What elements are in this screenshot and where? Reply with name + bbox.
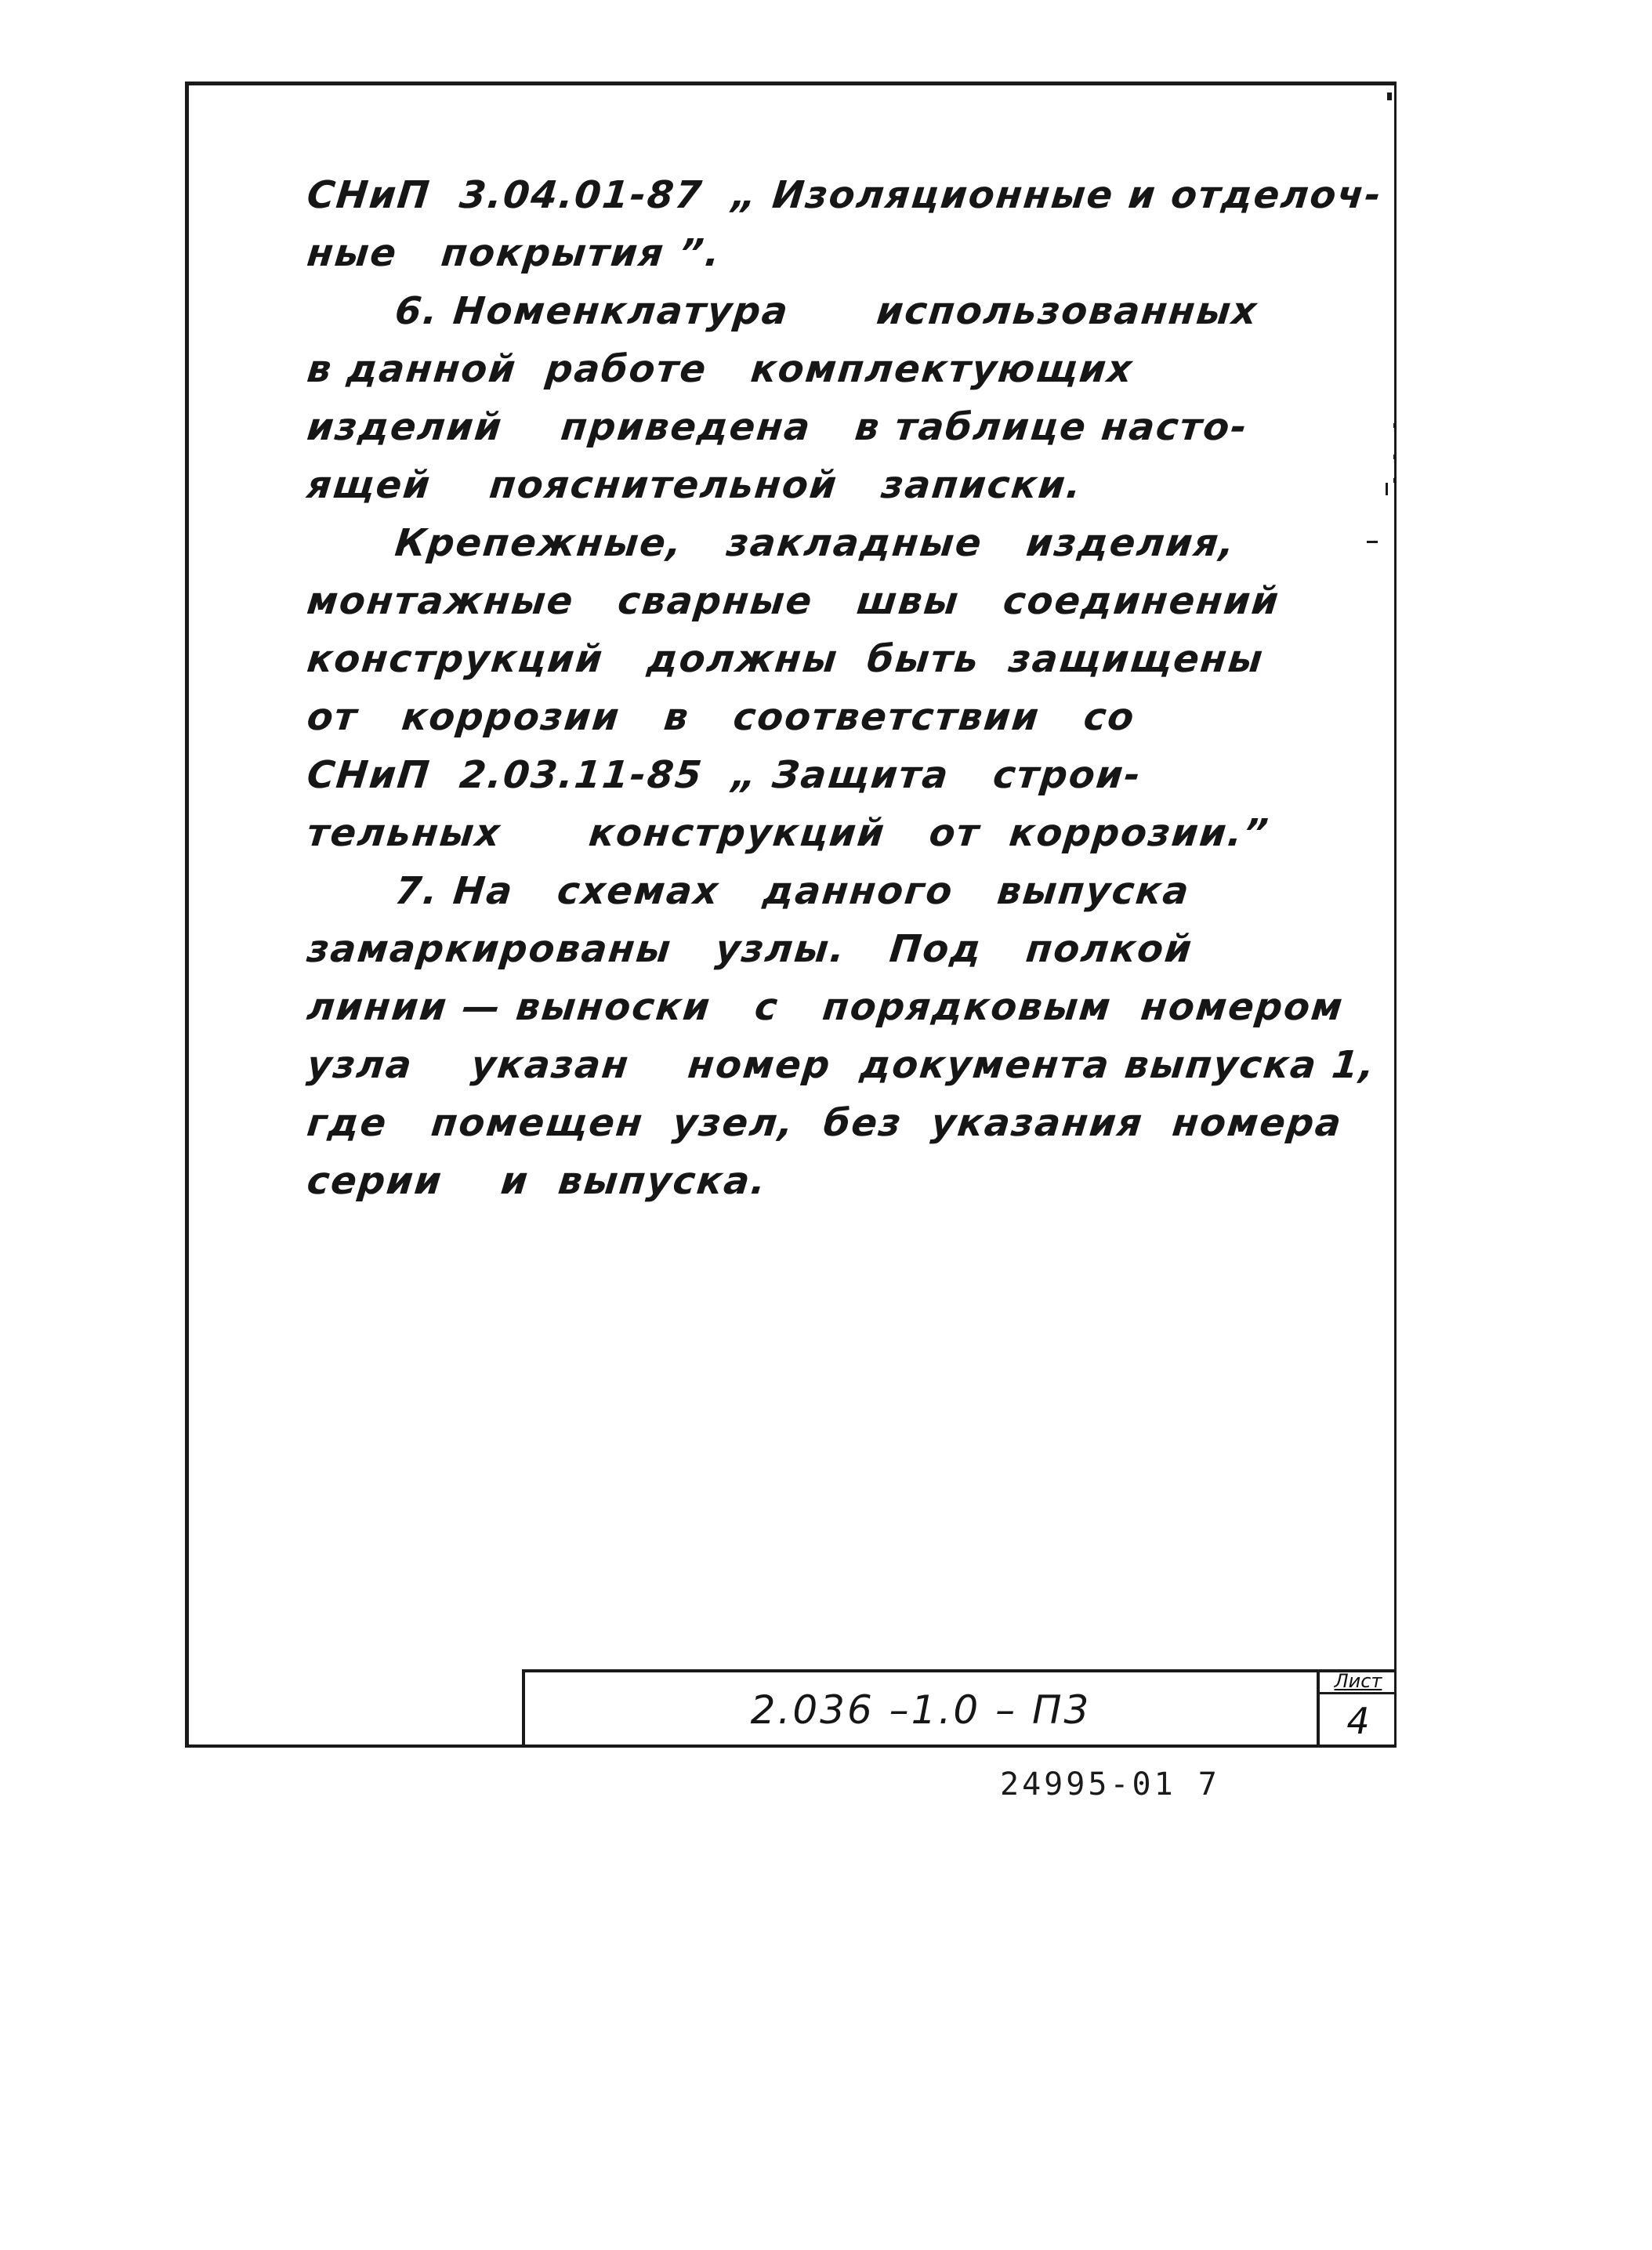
title-block bbox=[522, 1669, 1397, 1748]
explanatory-note-text bbox=[305, 166, 1385, 1210]
margin-tick bbox=[1367, 541, 1378, 543]
margin-tick bbox=[1393, 423, 1395, 428]
sheet-label: Лист bbox=[1320, 1669, 1397, 1694]
margin-tick bbox=[1393, 455, 1395, 459]
sheet-number: 4 bbox=[1346, 1700, 1370, 1742]
text-line: серии и выпуска. bbox=[305, 1159, 770, 1203]
text-line: узла указан номер документа выпуска 1, bbox=[305, 1043, 1378, 1087]
text-line: СНиП 3.04.01-87 „ Изоляционные и отделоч- bbox=[305, 173, 1385, 217]
margin-tick bbox=[1387, 92, 1392, 100]
text-line: от коррозии в соответствии со bbox=[305, 695, 1138, 739]
text-line: в данной работе комплектующих bbox=[305, 347, 1136, 391]
document-code: 2.036 –1.0 – П3 bbox=[750, 1687, 1092, 1733]
text-line: 7. На схемах данного выпуска bbox=[305, 869, 1193, 913]
text-line: где помещен узел, без указания номера bbox=[305, 1101, 1345, 1145]
text-line: конструкций должны быть защищены bbox=[305, 637, 1266, 681]
text-line: ящей пояснительной записки. bbox=[305, 463, 1085, 507]
text-line: монтажные сварные швы соединений bbox=[305, 579, 1282, 623]
margin-tick bbox=[1393, 478, 1395, 483]
text-line: Крепежные, закладные изделия, bbox=[305, 521, 1238, 565]
text-line: тельных конструкций от коррозии.” bbox=[305, 811, 1272, 855]
archive-number: 24995-01 7 bbox=[1000, 1766, 1220, 1803]
text-line: СНиП 2.03.11-85 „ Защита строи- bbox=[305, 753, 1144, 797]
text-line: изделий приведена в таблице насто- bbox=[305, 405, 1251, 449]
text-line: замаркированы узлы. Под полкой bbox=[305, 927, 1195, 971]
text-line: линии — выноски с порядковым номером bbox=[305, 985, 1346, 1029]
text-line: ные покрытия ”. bbox=[305, 231, 723, 275]
text-line: 6. Номенклатура использованных bbox=[305, 289, 1260, 333]
sheet-cell bbox=[1317, 1669, 1397, 1748]
margin-tick bbox=[1386, 483, 1388, 495]
